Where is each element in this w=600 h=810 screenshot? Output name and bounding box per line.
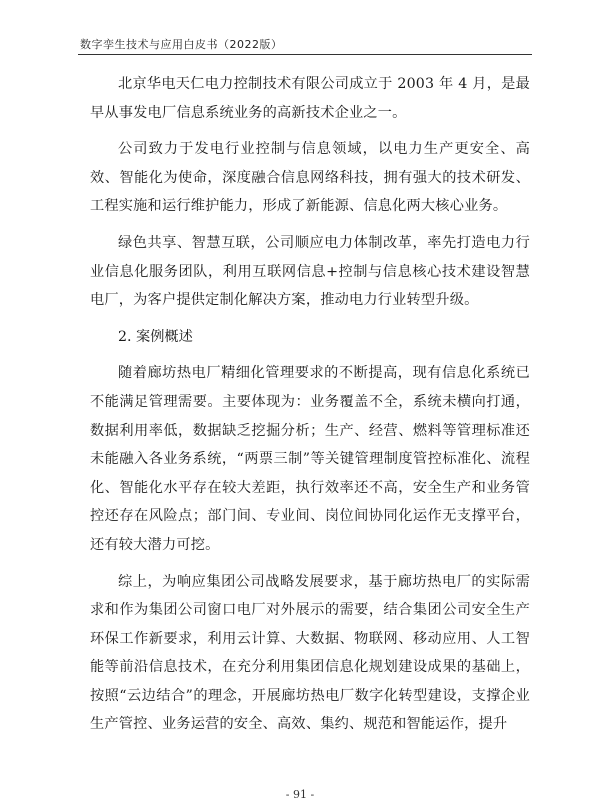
page-number: - 91 -	[285, 788, 315, 801]
section-heading: 2. 案例概述	[118, 328, 193, 345]
running-header: 数字孪生技术与应用白皮书（2022版）	[80, 38, 283, 51]
paragraph-company-mission: 公司致力于发电行业控制与信息领域，以电力生产更安全、高效、智能化为使命，深度融合信息网络科技，拥有强大的技术研发、工程实施和运行维护能力，形成了新能源、信息化两大核心业务。	[90, 141, 530, 215]
paragraph-company-services: 绿色共享、智慧互联，公司顺应电力体制改革，率先打造电力行业信息化服务团队，利用互联网信息+控制与信息核心技术建设智慧电厂，为客户提供定制化解决方案，推动电力行业转型升级。	[90, 234, 530, 309]
paragraph-case-background: 随着廊坊热电厂精细化管理要求的不断提高，现有信息化系统已不能满足管理需要。主要体现为：业务覆盖不全，系统未横向打通，数据利用率低，数据缺乏挖掘分析；生产、经营、燃料等管理标准还未能融入各业务系统，“两票三制”等关键管理制度管控标准化、流程化、智能化水平存在较大差距，执行效率还不高，安全生产和业务管控还存在风险点；部门间、专业间、岗位间协同化运作无支撑平台，还有较大潜力可挖。	[90, 365, 530, 553]
paragraph-case-summary: 综上，为响应集团公司战略发展要求，基于廊坊热电厂的实际需求和作为集团公司窗口电厂对外展示的需要，结合集团公司安全生产环保工作新要求，利用云计算、大数据、物联网、移动应用、人工智能等前沿信息技术，在充分利用集团信息化规划建设成果的基础上，按照“云边结合”的理念，开展廊坊热电厂数字化转型建设，支撑企业生产管控、业务运营的安全、高效、集约、规范和智能运作，提升	[90, 573, 530, 733]
page-body	[90, 70, 530, 747]
paragraph-company-intro: 北京华电天仁电力控制技术有限公司成立于 2003 年 4 月，是最早从事发电厂信息系统业务的高新技术企业之一。	[90, 76, 530, 121]
header-divider	[78, 54, 532, 55]
